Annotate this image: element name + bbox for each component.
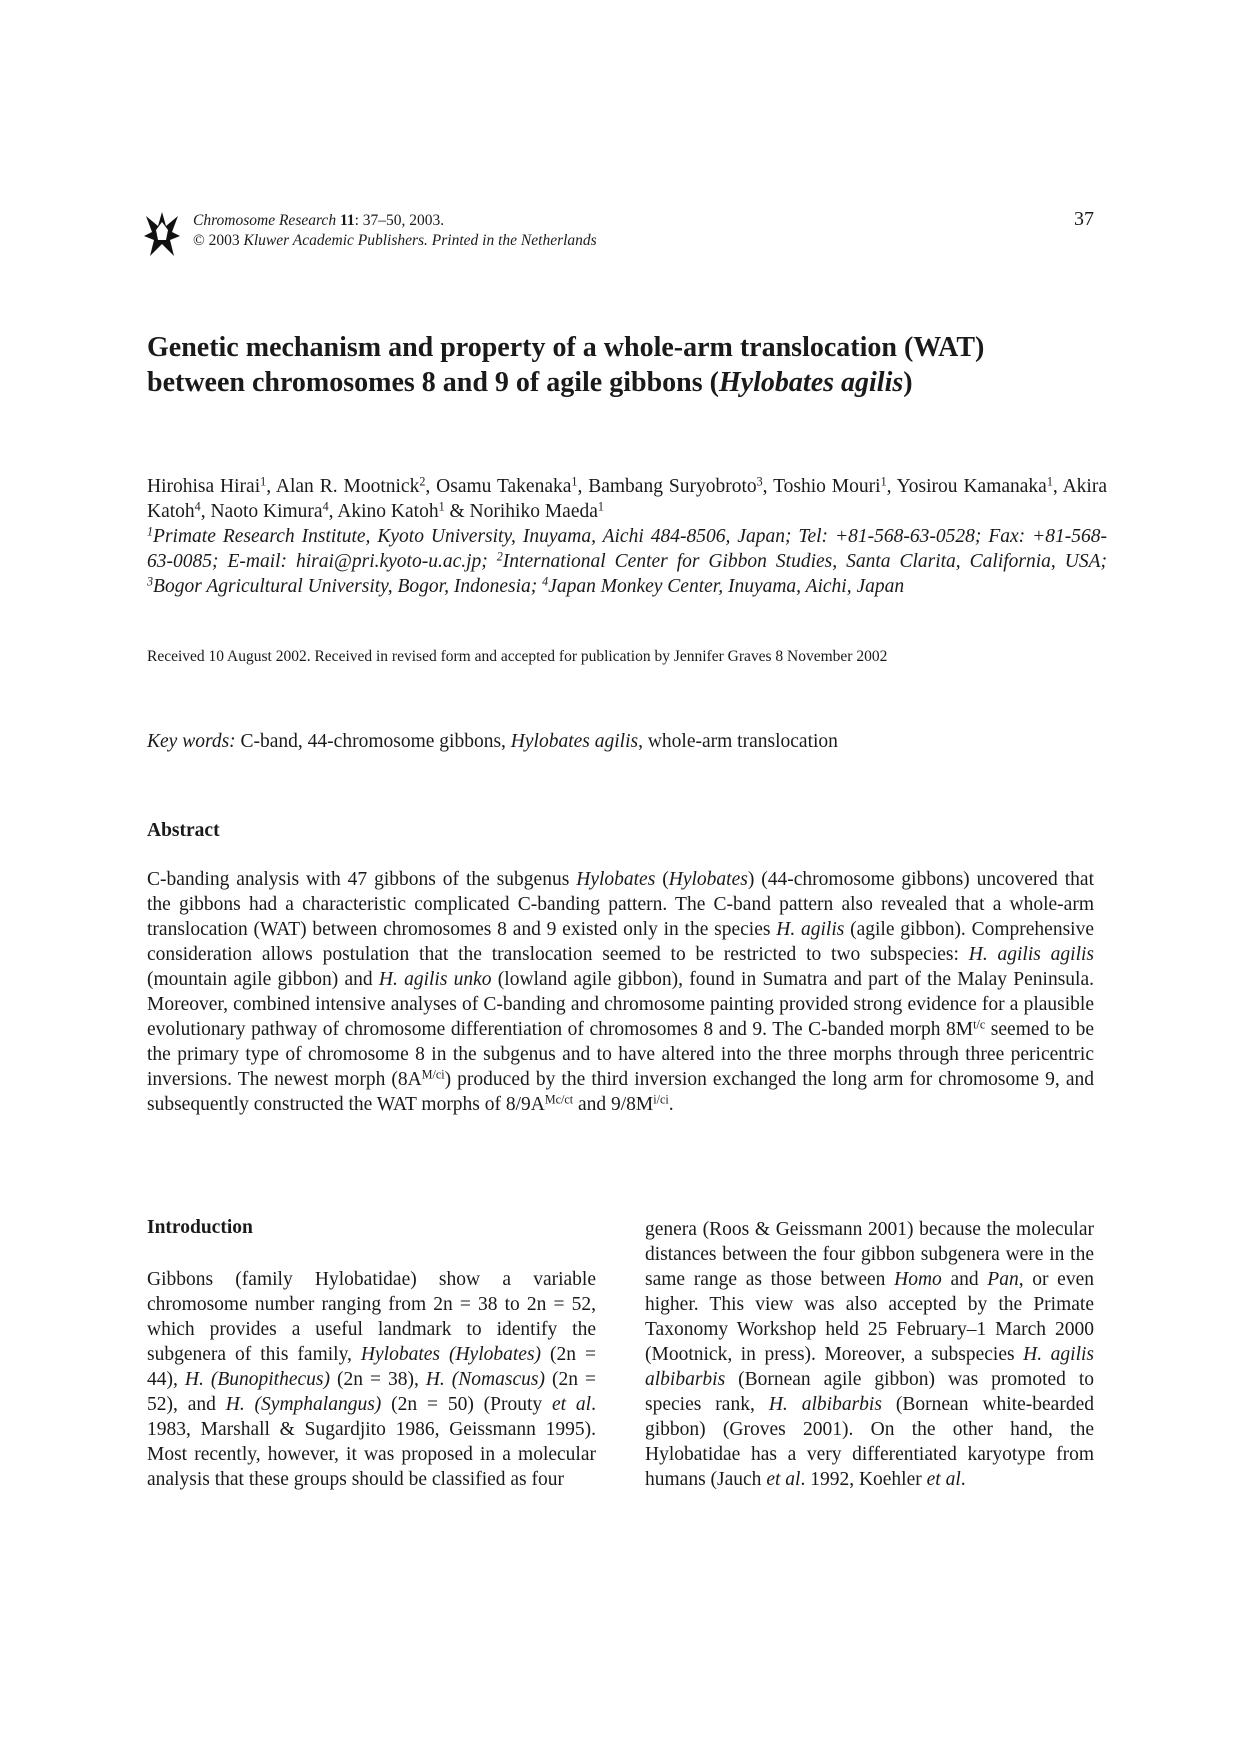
keywords-species: Hylobates agilis: [510, 731, 639, 752]
introduction-text: . 1983, Marshall & Sugardjito 1986, Geissmann 1995). Most recently, however, it was proposed in a molecular analysis that these groups should be classified as four: [147, 1394, 596, 1490]
author-name: Norihiko Maeda: [469, 501, 598, 522]
introduction-text: Hylobates (Hylobates): [360, 1344, 542, 1365]
author-name: Yosirou Kamanaka: [896, 476, 1047, 497]
author-name: Naoto Kimura: [210, 501, 323, 522]
abstract-heading: Abstract: [147, 820, 220, 841]
abstract-text: Hylobates: [576, 869, 656, 890]
introduction-text: (Bornean agile gibbon) was promoted to species rank,: [645, 1369, 1094, 1415]
introduction-text: H. (Nomascus): [425, 1369, 545, 1390]
affiliation-text: International Center for Gibbon Studies, Santa Clarita, California, USA;: [502, 551, 1107, 572]
introduction-text: Pan: [987, 1269, 1019, 1290]
introduction-text: Homo: [894, 1269, 942, 1290]
affiliation-list: [147, 524, 1107, 599]
author-name: Alan R. Mootnick: [275, 476, 420, 497]
introduction-text: et al: [552, 1394, 592, 1415]
introduction-text: (2n = 50) (Prouty: [381, 1394, 553, 1415]
introduction-text: H. albibarbis: [768, 1394, 882, 1415]
introduction-text: et al: [926, 1469, 961, 1490]
copyright-line: [193, 232, 597, 250]
author-affiliation-marker: 2: [419, 474, 426, 489]
title-line-1: Genetic mechanism and property of a whole-arm translocation (WAT): [147, 332, 985, 363]
author-affiliation-marker: 1: [260, 474, 267, 489]
introduction-heading: Introduction: [147, 1217, 253, 1238]
introduction-text: (2n = 44),: [147, 1344, 596, 1390]
abstract-text: Hylobates: [668, 869, 748, 890]
title-species: Hylobates agilis: [718, 367, 904, 398]
introduction-text: H. (Bunopithecus): [184, 1369, 330, 1390]
keywords-post: , whole-arm translocation: [638, 731, 838, 752]
affiliation-text: Primate Research Institute, Kyoto University, Inuyama, Aichi 484-8506, Japan; Tel: +81-568-63-0528; Fax: +81-568-63-0085; E-mail: hirai@pri.kyoto-u.ac.jp;: [147, 526, 1107, 572]
author-affiliation-marker: 1: [597, 499, 604, 514]
journal-volume: 11: [339, 212, 355, 229]
introduction-text: genera (Roos & Geissmann 2001) because the molecular distances between the four gibbon subgenera were in the same range as those between: [645, 1219, 1094, 1290]
abstract-text: ) produced by the third inversion exchanged the long arm for chromosome 9, and subsequently constructed the WAT morphs of 8/9A: [147, 1069, 1094, 1115]
introduction-text: and: [941, 1269, 988, 1290]
introduction-column-2: [645, 1217, 1094, 1492]
abstract-text: (lowland agile gibbon), found in Sumatra and part of the Malay Peninsula. Moreover, combined intensive analyses of C-banding and chromosome painting provided strong evidence for a plausible evolutionary pathway of chromosome differentiation of chromosomes 8 and 9. The C-banded morph 8M: [147, 969, 1094, 1040]
introduction-text: , or even higher. This view was also accepted by the Primate Taxonomy Workshop held 25 February–1 March 2000 (Mootnick, in press). Moreover, a subspecies: [645, 1269, 1094, 1365]
abstract-text: (agile gibbon). Comprehensive consideration allows postulation that the translocation seemed to be restricted to two subspecies:: [147, 919, 1094, 965]
abstract-text: H. agilis: [776, 919, 845, 940]
author-name: Hirohisa Hirai: [147, 476, 261, 497]
introduction-text: et al: [766, 1469, 801, 1490]
article-title: [147, 330, 1107, 400]
keywords-label: Key words:: [147, 731, 236, 752]
abstract-text: C-banding analysis with 47 gibbons of the subgenus: [147, 869, 577, 890]
author-affiliation-marker: 1: [571, 474, 578, 489]
author-name: Osamu Takenaka: [436, 476, 572, 497]
affiliation-text: Bogor Agricultural University, Bogor, Indonesia;: [153, 576, 543, 597]
author-affiliation-marker: 1: [880, 474, 887, 489]
title-line-2-post: ): [903, 367, 913, 398]
abstract-text: i/ci: [653, 1092, 669, 1107]
abstract-text: (mountain agile gibbon) and: [147, 969, 379, 990]
affiliation-number: 3: [147, 574, 154, 589]
abstract-text: ) (44-chromosome gibbons) uncovered that the gibbons had a characteristic complicated C-banding pattern. The C-band pattern also revealed that a whole-arm translocation (WAT) between chromosomes 8 and 9 existed only in the species: [147, 869, 1094, 940]
affiliation-text: Japan Monkey Center, Inuyama, Aichi, Japan: [548, 576, 905, 597]
abstract-text: Mc/ct: [544, 1092, 574, 1107]
introduction-text: (2n = 38),: [329, 1369, 426, 1390]
abstract-text: .: [668, 1094, 674, 1115]
affiliation-number: 4: [542, 574, 549, 589]
introduction-text: (Bornean white-bearded gibbon) (Groves 2001). On the other hand, the Hylobatidae has a very differentiated karyotype from humans (Jauch: [645, 1394, 1094, 1490]
introduction-text: .: [960, 1469, 966, 1490]
author-name: Toshio Mouri: [773, 476, 881, 497]
introduction-text: Gibbons (family Hylobatidae) show a variable chromosome number ranging from 2n = 38 to 2n = 52, which provides a useful landmark to identify the subgenera of this family,: [147, 1269, 596, 1365]
journal-pages-year: : 37–50, 2003.: [354, 212, 445, 229]
keywords: [147, 731, 1107, 753]
abstract-text: M/ci: [421, 1067, 445, 1082]
author-affiliation-marker: 1: [1046, 474, 1053, 489]
page-number: 37: [1074, 208, 1094, 230]
affiliation-number: 2: [496, 549, 503, 564]
journal-name: Chromosome Research: [193, 212, 337, 229]
introduction-text: (2n = 52), and: [147, 1369, 596, 1415]
abstract-body: [147, 867, 1094, 1117]
author-name: Akira Katoh: [147, 476, 1107, 522]
title-line-2-pre: between chromosomes 8 and 9 of agile gibbons (: [147, 367, 719, 398]
author-affiliation-marker: 3: [756, 474, 763, 489]
received-dates: Received 10 August 2002. Received in revised form and accepted for publication by Jennifer Graves 8 November 2002: [147, 648, 888, 665]
author-affiliation-marker: 4: [322, 499, 329, 514]
abstract-text: H. agilis agilis: [968, 944, 1094, 965]
author-name: Akino Katoh: [337, 501, 439, 522]
abstract-text: H. agilis unko: [378, 969, 492, 990]
abstract-text: seemed to be the primary type of chromosome 8 in the subgenus and to have altered into the three morphs through three pericentric inversions. The newest morph (8A: [147, 1019, 1094, 1090]
author-list: Hirohisa Hirai$^1$, Alan R. Mootnick$^2$, Osamu Takenaka$^1$, Bambang Suryobroto$^3$, Toshio Mouri$^1$, Yosirou Kamanaka$^1$, Akira Katoh$^4$, Naoto Kimura$^4$, Akino Katoh$^1$ & Norihiko Maeda$^1$: [147, 474, 1107, 522]
publisher-logo-icon: [142, 210, 182, 258]
author-affiliation-marker: 1: [438, 499, 445, 514]
keywords-pre: C-band, 44-chromosome gibbons,: [235, 731, 511, 752]
journal-citation: [193, 212, 444, 230]
introduction-text: . 1992, Koehler: [800, 1469, 927, 1490]
affiliation-number: 1: [147, 524, 154, 539]
abstract-text: and 9/8M: [573, 1094, 654, 1115]
publisher-note: Kluwer Academic Publishers. Printed in the Netherlands: [243, 232, 597, 249]
author-name: Bambang Suryobroto: [588, 476, 757, 497]
abstract-text: (: [655, 869, 669, 890]
introduction-text: H. (Symphalangus): [225, 1394, 382, 1415]
abstract-text: t/c: [973, 1017, 986, 1032]
copyright-year: © 2003: [193, 232, 240, 249]
introduction-column-1: [147, 1267, 596, 1492]
author-affiliation-marker: 4: [194, 499, 201, 514]
introduction-text: H. agilis albibarbis: [645, 1344, 1094, 1390]
